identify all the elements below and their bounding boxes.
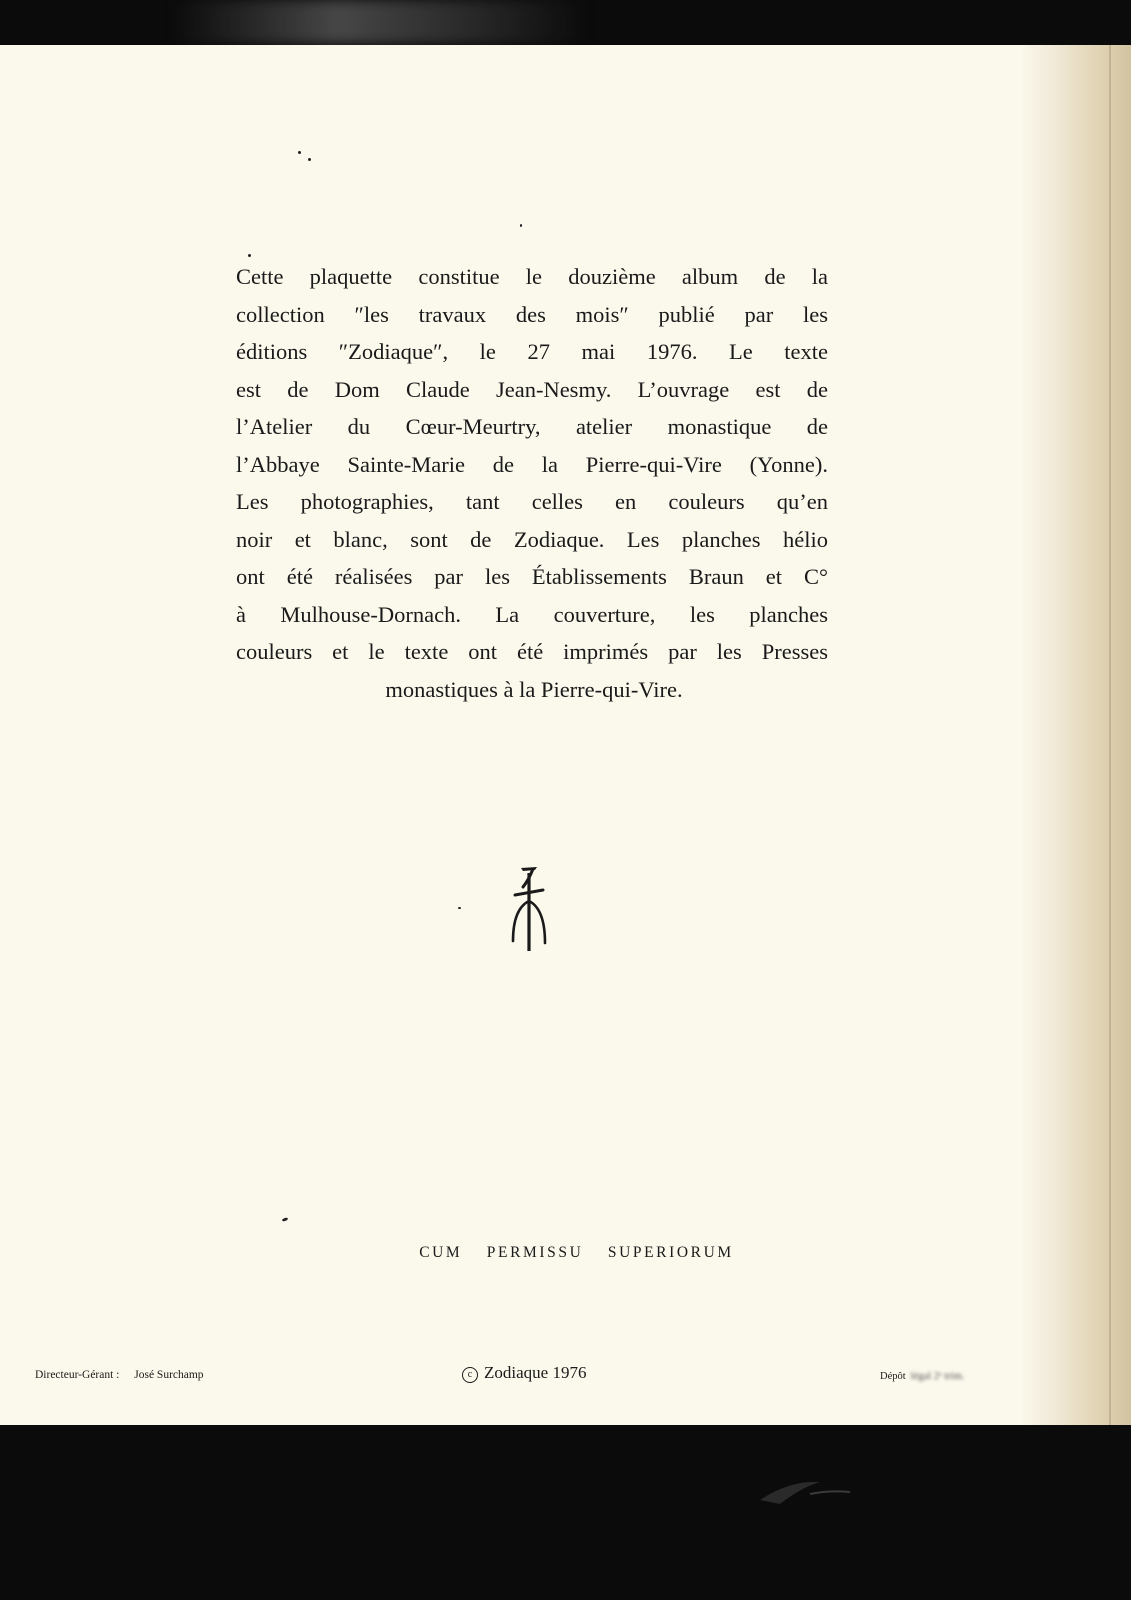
copyright-notice [462,1363,586,1383]
depot-obscured-text: légal 2ᵉ trim. [910,1371,965,1382]
copyright-text: Zodiaque 1976 [484,1363,587,1382]
depot-label: Dépôt [880,1371,906,1382]
colophon-line: à Mulhouse-Dornach. La couverture, les planches [236,601,828,627]
legal-deposit [880,1371,964,1382]
colophon-line: l’Abbaye Sainte-Marie de la Pierre-qui-Vire (Yonne). [236,451,828,477]
director-credit [35,1369,204,1381]
colophon-line: couleurs et le texte ont été imprimés par les Presses [236,639,828,664]
paper-speck [458,907,461,909]
paper-speck [248,254,251,257]
colophon-line: ont été réalisées par les Établissements Braun et C° [236,564,828,589]
paper-page [0,45,1131,1425]
paper-speck [308,158,311,161]
director-label: Directeur-Gérant : [35,1369,120,1381]
colophon-line: éditions ″Zodiaque″, le 27 mai 1976. Le texte [236,339,828,364]
paper-speck [282,1217,289,1222]
paper-speck [298,151,301,154]
colophon-line: collection ″les travaux des mois″ publié par les [236,301,828,327]
colophon-line: l’Atelier du Cœur-Meurtry, atelier monastique de [236,414,828,439]
colophon-line: monastiques à la Pierre-qui-Vire. [385,676,683,702]
page-curl-shadow [1021,45,1131,1425]
scan-glare [170,0,590,44]
page-edge-line [1109,45,1111,1425]
permission-line: CUM PERMISSU SUPERIORUM [419,1244,734,1261]
director-name: José Surchamp [134,1369,204,1381]
colophon-line: Cette plaquette constitue le douzième album de la [236,264,828,289]
printer-mark-icon [507,863,551,955]
scanner-debris [740,1470,860,1510]
paper-speck [520,224,522,227]
copyright-icon: c [462,1367,478,1383]
colophon-text [236,258,828,708]
colophon-line: Les photographies, tant celles en couleurs qu’en [236,489,828,514]
colophon-line: noir et blanc, sont de Zodiaque. Les planches hélio [236,526,828,552]
colophon-line: est de Dom Claude Jean-Nesmy. L’ouvrage est de [236,376,828,402]
